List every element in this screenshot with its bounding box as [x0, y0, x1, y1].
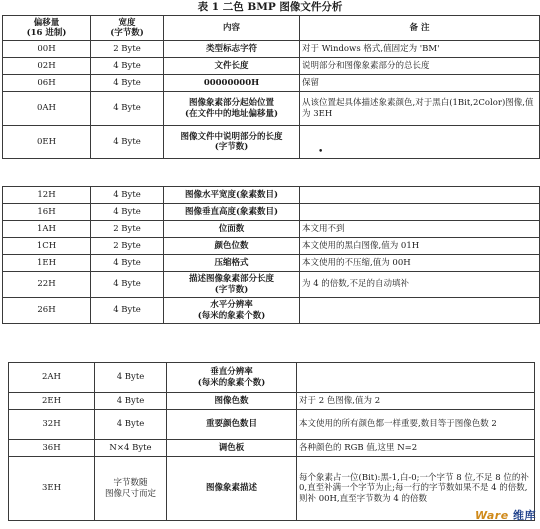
width-cell: 4 Byte: [91, 298, 164, 324]
width-cell: 4 Byte: [91, 92, 164, 126]
table-row: [9, 457, 535, 521]
offset-cell: 22H: [3, 272, 91, 298]
content-cell: 位面数: [164, 221, 300, 238]
offset-cell: 36H: [9, 440, 95, 457]
offset-cell: 02H: [3, 58, 91, 75]
table-row: [9, 440, 535, 457]
offset-cell: 2EH: [9, 393, 95, 410]
table-row: [3, 238, 540, 255]
width-cell: 4 Byte: [91, 126, 164, 159]
table-row: [3, 221, 540, 238]
offset-cell: 3EH: [9, 457, 95, 521]
width-cell: 4 Byte: [91, 204, 164, 221]
content-cell: 图像象素部分起始位置 (在文件中的地址偏移量): [164, 92, 300, 126]
width-cell: 4 Byte: [91, 58, 164, 75]
width-cell: 4 Byte: [91, 272, 164, 298]
width-cell: 4 Byte: [95, 410, 167, 440]
table-row: [3, 126, 540, 159]
table-row: [3, 255, 540, 272]
width-cell: 4 Byte: [95, 363, 167, 393]
offset-cell: 1EH: [3, 255, 91, 272]
note-cell: 保留: [300, 75, 540, 92]
offset-cell: 0EH: [3, 126, 91, 159]
offset-cell: 1AH: [3, 221, 91, 238]
offset-cell: 12H: [3, 187, 91, 204]
table-row: [3, 272, 540, 298]
content-cell: 压缩格式: [164, 255, 300, 272]
stray-mark: •: [318, 147, 324, 157]
width-cell: 4 Byte: [95, 393, 167, 410]
content-cell: 图像文件中说明部分的长度 (字节数): [164, 126, 300, 159]
note-cell: [300, 187, 540, 204]
header-offset-cell: 偏移量 (16 进制): [3, 16, 91, 41]
content-cell: 重要颜色数目: [167, 410, 297, 440]
width-cell: 2 Byte: [91, 221, 164, 238]
note-cell: 本文使用的不压缩,值为 00H: [300, 255, 540, 272]
watermark-text: 维库: [513, 509, 536, 522]
content-cell: 图像色数: [167, 393, 297, 410]
content-cell: 文件长度: [164, 58, 300, 75]
note-cell: [300, 126, 540, 159]
content-cell: 图像象素描述: [167, 457, 297, 521]
offset-cell: 32H: [9, 410, 95, 440]
watermark: [475, 507, 536, 523]
bmp-table-section-1: [2, 15, 540, 159]
offset-cell: 0AH: [3, 92, 91, 126]
table-row: [9, 410, 535, 440]
note-cell: 对于 Windows 格式,值固定为 'BM': [300, 41, 540, 58]
table-row: [3, 204, 540, 221]
note-cell: 从该位置起具体描述象素颜色,对于黑白(1Bit,2Color)图像,值为 3EH: [300, 92, 540, 126]
width-cell: 4 Byte: [91, 187, 164, 204]
offset-cell: 2AH: [9, 363, 95, 393]
width-cell: 2 Byte: [91, 41, 164, 58]
content-cell: 描述图像象素部分长度 (字节数): [164, 272, 300, 298]
note-cell: 本文使用的黑白图像,值为 01H: [300, 238, 540, 255]
width-cell: 4 Byte: [91, 75, 164, 92]
width-cell: 字节数随 图像尺寸而定: [95, 457, 167, 521]
note-cell: [300, 204, 540, 221]
offset-cell: 00H: [3, 41, 91, 58]
table-row: [3, 41, 540, 58]
note-cell: [297, 363, 535, 393]
note-cell: 为 4 的倍数,不足的自动填补: [300, 272, 540, 298]
watermark-logo: Ware: [474, 509, 509, 522]
table-caption: 表 1 二色 BMP 图像文件分析: [197, 1, 343, 13]
note-cell: 说明部分和图像象素部分的总长度: [300, 58, 540, 75]
content-cell: 图像水平宽度(象素数目): [164, 187, 300, 204]
offset-cell: 26H: [3, 298, 91, 324]
note-cell: [300, 298, 540, 324]
header-content-cell: 内容: [164, 16, 300, 41]
content-cell: 垂直分辨率 (每米的象素个数): [167, 363, 297, 393]
content-cell: 颜色位数: [164, 238, 300, 255]
note-cell: 本文用不到: [300, 221, 540, 238]
content-cell: 类型标志字符: [164, 41, 300, 58]
note-cell: 对于 2 色图像,值为 2: [297, 393, 535, 410]
table-row: [3, 187, 540, 204]
width-cell: 2 Byte: [91, 238, 164, 255]
table-header-row: [3, 16, 540, 41]
header-width-cell: 宽度 (字节数): [91, 16, 164, 41]
note-cell: 每个象素占一位(Bit):黑-1,白-0;一个字节 8 位,不足 8 位的补 0,直至补满一个字节为止;每一行的字节数如果不是 4 的倍数,则补 00H,直至字节数为 4 的倍数: [297, 457, 535, 521]
offset-cell: 16H: [3, 204, 91, 221]
table-row: [3, 75, 540, 92]
note-cell: 本文使用的所有颜色都一样重要,数目等于图像色数 2: [297, 410, 535, 440]
bmp-table-section-3: [8, 362, 535, 521]
table-row: [3, 298, 540, 324]
table-row: [3, 58, 540, 75]
content-cell: 水平分辨率 (每米的象素个数): [164, 298, 300, 324]
width-cell: N×4 Byte: [95, 440, 167, 457]
table-row: [3, 92, 540, 126]
offset-cell: 06H: [3, 75, 91, 92]
header-note-cell: 备 注: [300, 16, 540, 41]
bmp-table-section-2: [2, 186, 540, 324]
table-row: [9, 363, 535, 393]
table-row: [9, 393, 535, 410]
offset-cell: 1CH: [3, 238, 91, 255]
content-cell: 00000000H: [164, 75, 300, 92]
width-cell: 4 Byte: [91, 255, 164, 272]
content-cell: 调色板: [167, 440, 297, 457]
content-cell: 图像垂直高度(象素数目): [164, 204, 300, 221]
note-cell: 各种颜色的 RGB 值,这里 N=2: [297, 440, 535, 457]
